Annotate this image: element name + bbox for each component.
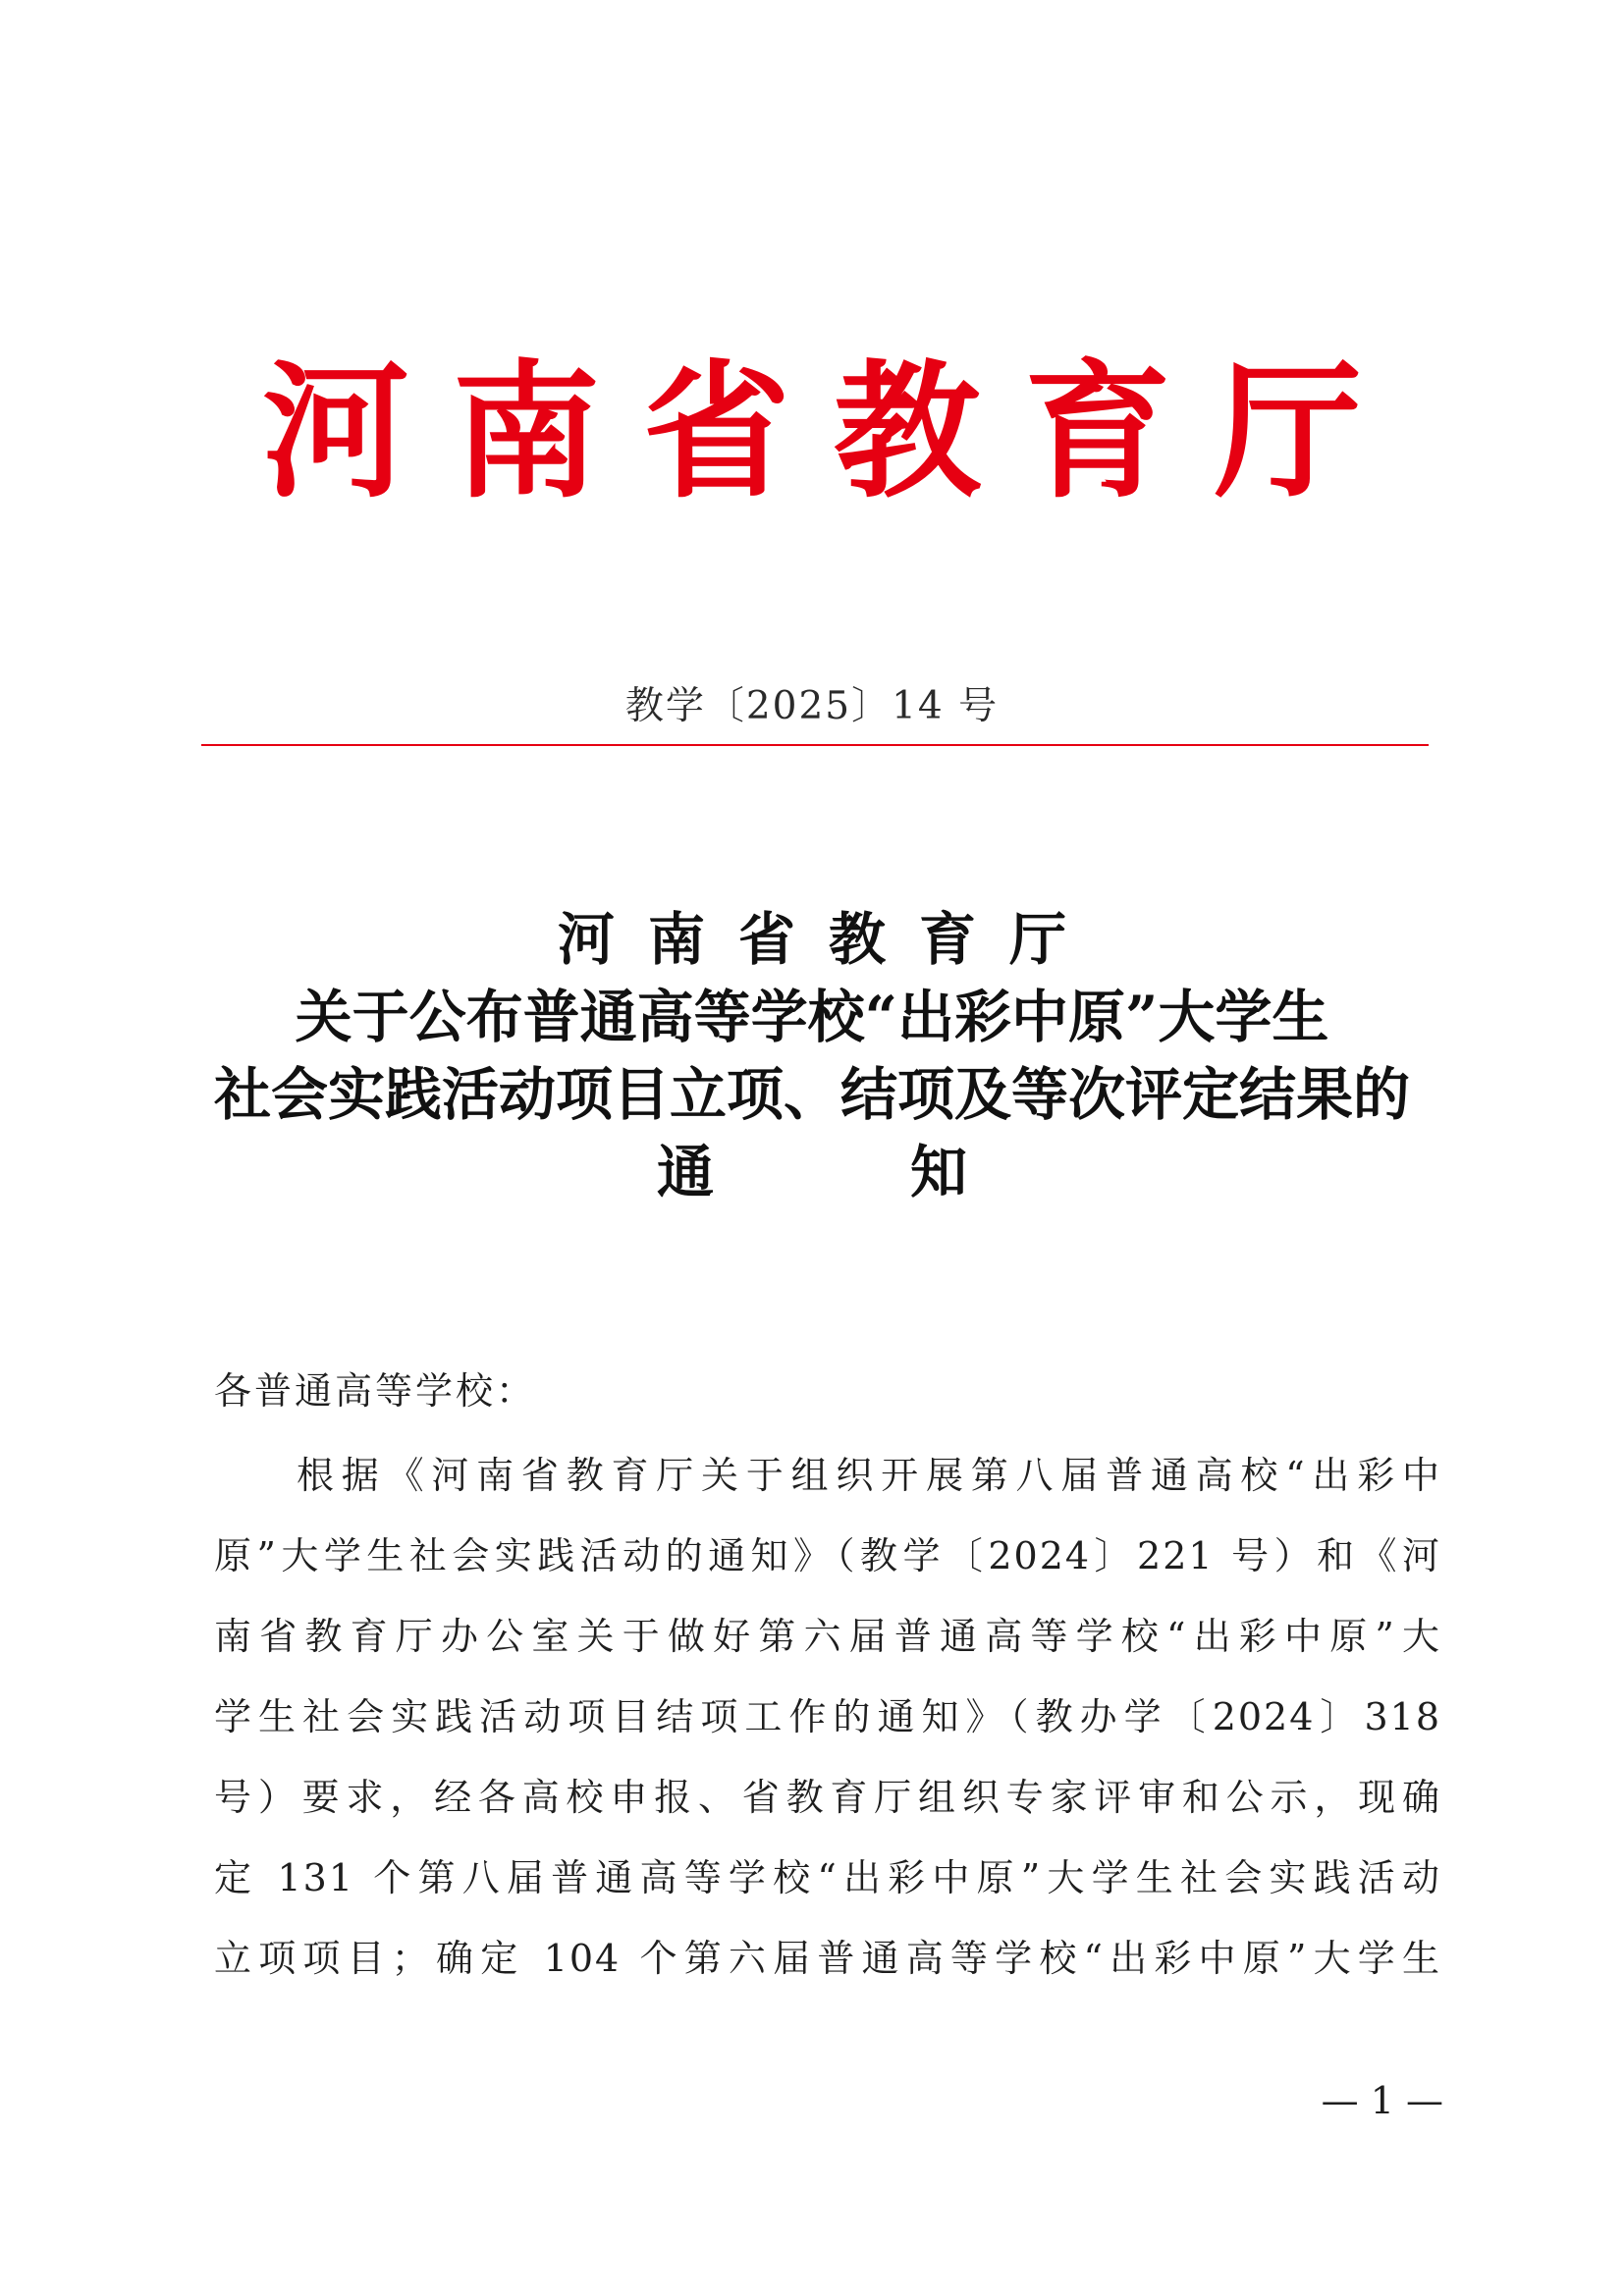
- issuer-masthead: 河南省教育厅: [261, 346, 1405, 518]
- body-line: 定 131 个第八届普通高等学校“出彩中原”大学生社会实践活动: [214, 1856, 1441, 1899]
- salutation: 各普通高等学校：: [214, 1369, 537, 1413]
- body-line: 学生社会实践活动项目结项工作的通知》（教办学〔2024〕318: [214, 1695, 1441, 1738]
- notice-title: [147, 901, 1477, 1211]
- title-line-issuer: 河南省教育厅: [557, 906, 1100, 973]
- masthead-divider: [201, 744, 1429, 746]
- body-line: 号）要求，经各高校申报、省教育厅组织专家评审和公示，现确: [214, 1776, 1441, 1819]
- page-number: — 1 —: [1321, 2079, 1443, 2122]
- body-line: 原”大学生社会实践活动的通知》（教学〔2024〕221 号）和《河: [214, 1534, 1441, 1577]
- title-line-notice: 通知: [656, 1139, 1164, 1205]
- body-paragraph: [214, 1435, 1441, 1999]
- document-number: 教学〔2025〕14 号: [624, 684, 1000, 728]
- title-line-subject-1: 关于公布普通高等学校“出彩中原”大学生: [295, 984, 1329, 1050]
- body-line: 南省教育厅办公室关于做好第六届普通高等学校“出彩中原”大: [214, 1615, 1441, 1658]
- body-line: 根据《河南省教育厅关于组织开展第八届普通高校“出彩中: [297, 1454, 1441, 1497]
- title-line-subject-2: 社会实践活动项目立项、结项及等次评定结果的: [213, 1061, 1410, 1128]
- body-line: 立项项目；确定 104 个第六届普通高等学校“出彩中原”大学生: [214, 1937, 1441, 1980]
